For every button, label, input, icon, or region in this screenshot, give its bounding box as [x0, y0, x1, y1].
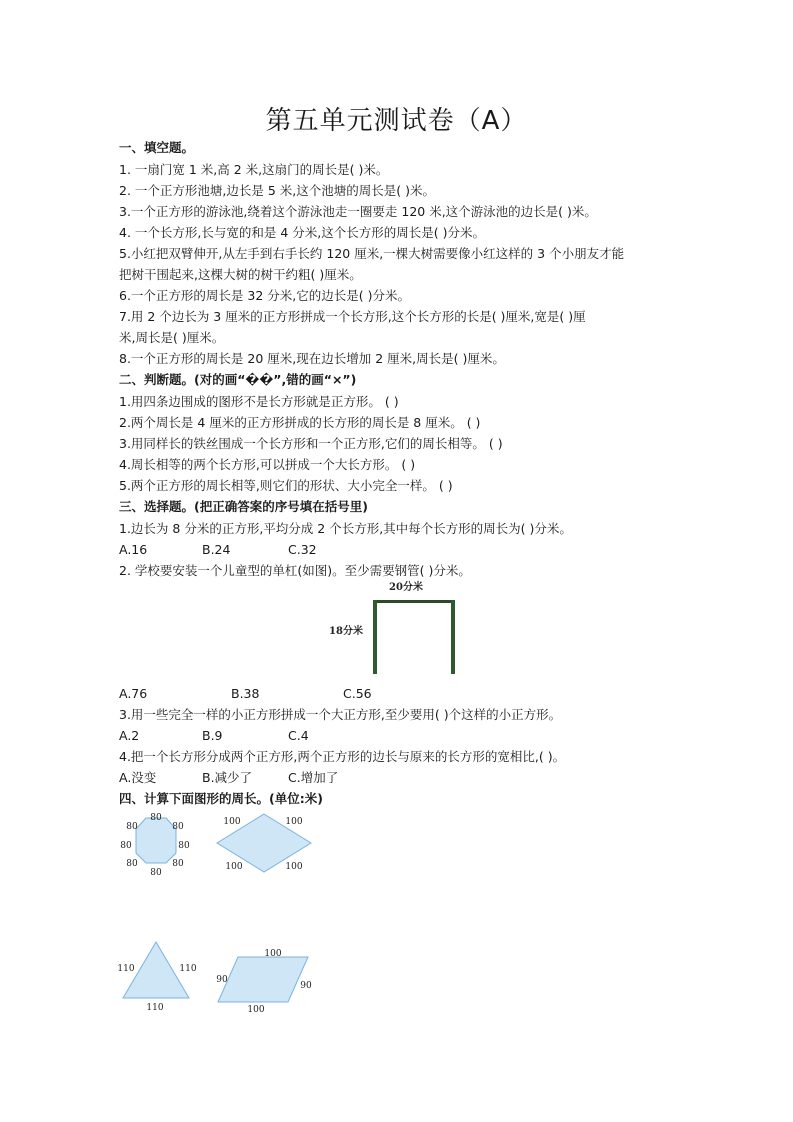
choice-2-option-b: B.38: [231, 686, 260, 701]
triangle-label-left: 110: [117, 964, 135, 974]
judge-question-1: 1.用四条边围成的图形不是长方形就是正方形。 ( ): [119, 394, 399, 409]
bar-top-rail: [374, 600, 454, 603]
parallelogram-figure: [210, 937, 320, 1017]
octagon-label-bottom-left: 80: [126, 859, 138, 869]
bar-width-label: 20分米: [389, 582, 423, 593]
section-judge-heading: 二、判断题。(对的画“��”,错的画“×”): [119, 372, 357, 387]
octagon-label-top-right: 80: [172, 822, 184, 832]
fill-question-2: 2. 一个正方形池塘,边长是 5 米,这个池塘的周长是( )米。: [119, 183, 435, 198]
fill-question-4: 4. 一个长方形,长与宽的和是 4 分米,这个长方形的周长是( )分米。: [119, 225, 485, 240]
triangle-label-right: 110: [179, 964, 197, 974]
fill-question-7-line-2: 米,周长是( )厘米。: [119, 330, 225, 345]
bar-right-post: [451, 600, 455, 674]
horizontal-bar-figure: [326, 578, 466, 678]
judge-question-3: 3.用同样长的铁丝围成一个长方形和一个正方形,它们的周长相等。 ( ): [119, 436, 503, 451]
rhombus-label-top-left: 100: [223, 817, 241, 827]
fill-question-3: 3.一个正方形的游泳池,绕着这个游泳池走一圈要走 120 米,这个游泳池的边长是( )米。: [119, 204, 597, 219]
octagon-label-bottom-right: 80: [172, 859, 184, 869]
section-choice-heading: 三、选择题。(把正确答案的序号填在括号里): [119, 499, 368, 514]
choice-4-option-b: B.减少了: [202, 770, 253, 785]
fill-question-5-line-2: 把树干围起来,这棵大树的树干约粗( )厘米。: [119, 267, 362, 282]
parallelogram-label-bottom: 100: [247, 1005, 265, 1015]
octagon-label-right: 80: [178, 841, 190, 851]
bar-height-label: 18分米: [329, 626, 363, 637]
section-fill-blank-heading: 一、填空题。: [119, 140, 195, 155]
choice-1-option-a: A.16: [119, 542, 148, 557]
fill-question-7-line-1: 7.用 2 个边长为 3 厘米的正方形拼成一个长方形,这个长方形的长是( )厘米,宽是( )厘: [119, 309, 586, 324]
triangle-label-bottom: 110: [146, 1003, 164, 1013]
choice-question-3: 3.用一些完全一样的小正方形拼成一个大正方形,至少要用( )个这样的小正方形。: [119, 707, 562, 722]
choice-2-option-a: A.76: [119, 686, 148, 701]
octagon-label-top: 80: [150, 813, 162, 823]
choice-question-4: 4.把一个长方形分成两个正方形,两个正方形的边长与原来的长方形的宽相比,( )。: [119, 749, 566, 764]
octagon-shape: [136, 818, 176, 863]
octagon-label-bottom: 80: [150, 868, 162, 878]
rhombus-label-bottom-right: 100: [285, 862, 303, 872]
fill-question-1: 1. 一扇门宽 1 米,高 2 米,这扇门的周长是( )米。: [119, 162, 389, 177]
parallelogram-shape: [218, 957, 308, 1002]
choice-1-option-c: C.32: [288, 542, 317, 557]
rhombus-label-bottom-left: 100: [225, 862, 243, 872]
parallelogram-label-right: 90: [300, 981, 312, 991]
octagon-label-top-left: 80: [126, 822, 138, 832]
judge-question-4: 4.周长相等的两个长方形,可以拼成一个大长方形。 ( ): [119, 457, 416, 472]
choice-3-option-c: C.4: [288, 728, 309, 743]
page-title: 第五单元测试卷（A）: [265, 106, 528, 136]
choice-question-2: 2. 学校要安装一个儿童型的单杠(如图)。至少需要钢管( )分米。: [119, 563, 471, 578]
judge-question-5: 5.两个正方形的周长相等,则它们的形状、大小完全一样。 ( ): [119, 478, 453, 493]
choice-2-option-c: C.56: [343, 686, 372, 701]
rhombus-label-top-right: 100: [285, 817, 303, 827]
fill-question-8: 8.一个正方形的周长是 20 厘米,现在边长增加 2 厘米,周长是( )厘米。: [119, 351, 505, 366]
choice-1-option-b: B.24: [202, 542, 231, 557]
octagon-figure: [118, 811, 198, 881]
octagon-label-left: 80: [120, 841, 132, 851]
choice-4-option-a: A.没变: [119, 770, 157, 785]
parallelogram-label-top: 100: [264, 949, 282, 959]
choice-4-option-c: C.增加了: [288, 770, 339, 785]
choice-question-1: 1.边长为 8 分米的正方形,平均分成 2 个长方形,其中每个长方形的周长为( )分米。: [119, 521, 572, 536]
rhombus-figure: [210, 811, 320, 881]
choice-3-option-a: A.2: [119, 728, 140, 743]
fill-question-6: 6.一个正方形的周长是 32 分米,它的边长是( )分米。: [119, 288, 410, 303]
parallelogram-label-left: 90: [216, 975, 228, 985]
choice-3-option-b: B.9: [202, 728, 223, 743]
section-perimeter-heading: 四、计算下面图形的周长。(单位:米): [119, 791, 323, 806]
fill-question-5-line-1: 5.小红把双臂伸开,从左手到右手长约 120 厘米,一棵大树需要像小红这样的 3 个小朋友才能: [119, 246, 625, 261]
triangle-figure: [114, 937, 204, 1017]
bar-left-post: [373, 600, 377, 674]
judge-question-2: 2.两个周长是 4 厘米的正方形拼成的长方形的周长是 8 厘米。 ( ): [119, 415, 481, 430]
